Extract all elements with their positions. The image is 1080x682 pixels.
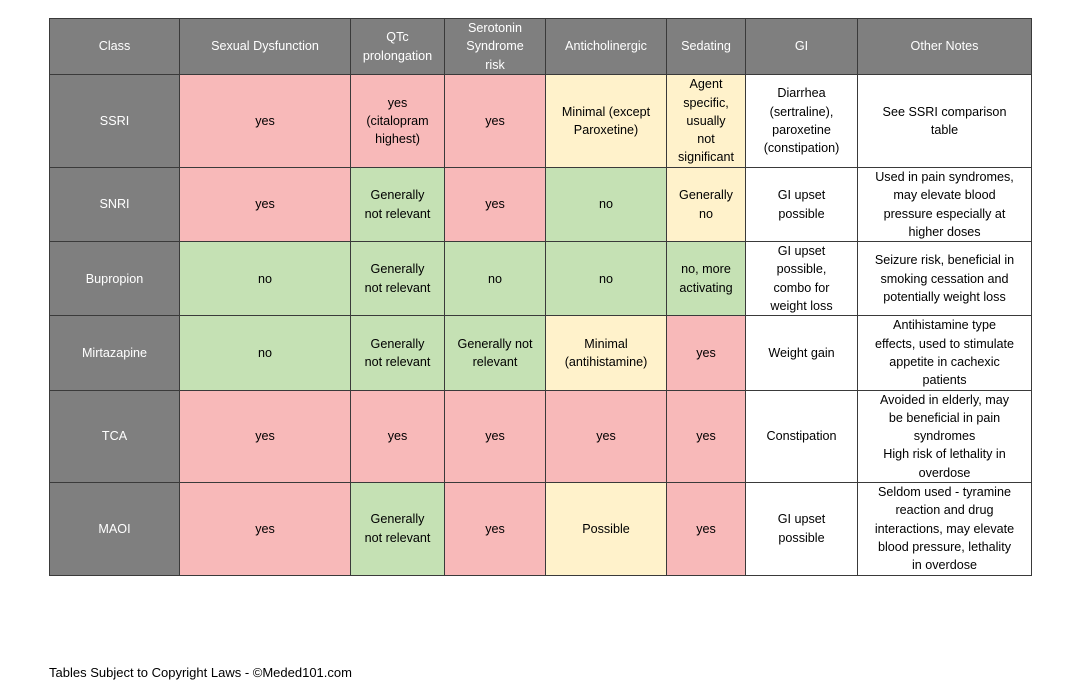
cell-anticholinergic: yes	[546, 390, 667, 482]
row-class-snri: SNRI	[50, 168, 180, 242]
header-other-notes: Other Notes	[858, 19, 1032, 75]
header-qtc-prolongation: QTc prolongation	[351, 19, 445, 75]
table-row-mirtazapine	[50, 316, 1032, 390]
cell-other-notes: Seizure risk, beneficial in smoking cessation and potentially weight loss	[858, 242, 1032, 316]
table-row-maoi	[50, 483, 1032, 575]
cell-sedating: yes	[667, 316, 746, 390]
cell-serotonin-syndrome: no	[445, 242, 546, 316]
row-class-bupropion: Bupropion	[50, 242, 180, 316]
cell-sedating: no, more activating	[667, 242, 746, 316]
cell-qtc-prolongation: yes (citalopram highest)	[351, 75, 445, 168]
cell-sedating: Generally no	[667, 168, 746, 242]
cell-gi: GI upset possible, combo for weight loss	[746, 242, 858, 316]
cell-other-notes: Seldom used - tyramine reaction and drug interactions, may elevate blood pressure, lethality in overdose	[858, 483, 1032, 575]
cell-gi: GI upset possible	[746, 483, 858, 575]
row-class-ssri: SSRI	[50, 75, 180, 168]
cell-gi: Constipation	[746, 390, 858, 482]
header-sexual-dysfunction: Sexual Dysfunction	[180, 19, 351, 75]
cell-anticholinergic: Possible	[546, 483, 667, 575]
cell-serotonin-syndrome: yes	[445, 75, 546, 168]
cell-sexual-dysfunction: yes	[180, 168, 351, 242]
cell-sexual-dysfunction: yes	[180, 483, 351, 575]
cell-gi: Diarrhea (sertraline), paroxetine (constipation)	[746, 75, 858, 168]
cell-anticholinergic: no	[546, 242, 667, 316]
cell-other-notes: Antihistamine type effects, used to stimulate appetite in cachexic patients	[858, 316, 1032, 390]
cell-qtc-prolongation: yes	[351, 390, 445, 482]
cell-qtc-prolongation: Generally not relevant	[351, 168, 445, 242]
cell-serotonin-syndrome: yes	[445, 168, 546, 242]
cell-other-notes: Avoided in elderly, may be beneficial in pain syndromes High risk of lethality in overdose	[858, 390, 1032, 482]
cell-other-notes: See SSRI comparison table	[858, 75, 1032, 168]
copyright-footer: Tables Subject to Copyright Laws - ©Meded101.com	[49, 665, 352, 680]
header-row	[50, 19, 1032, 75]
cell-sexual-dysfunction: yes	[180, 390, 351, 482]
cell-anticholinergic: Minimal (antihistamine)	[546, 316, 667, 390]
cell-qtc-prolongation: Generally not relevant	[351, 316, 445, 390]
cell-serotonin-syndrome: yes	[445, 390, 546, 482]
table-row-bupropion	[50, 242, 1032, 316]
header-class: Class	[50, 19, 180, 75]
table-row-snri	[50, 168, 1032, 242]
antidepressant-comparison-table	[49, 18, 1032, 576]
cell-serotonin-syndrome: yes	[445, 483, 546, 575]
cell-gi: Weight gain	[746, 316, 858, 390]
cell-sedating: yes	[667, 483, 746, 575]
cell-sexual-dysfunction: no	[180, 316, 351, 390]
cell-anticholinergic: Minimal (except Paroxetine)	[546, 75, 667, 168]
header-sedating: Sedating	[667, 19, 746, 75]
header-anticholinergic: Anticholinergic	[546, 19, 667, 75]
row-class-mirtazapine: Mirtazapine	[50, 316, 180, 390]
cell-serotonin-syndrome: Generally not relevant	[445, 316, 546, 390]
cell-sedating: yes	[667, 390, 746, 482]
table-row-tca	[50, 390, 1032, 482]
cell-sexual-dysfunction: no	[180, 242, 351, 316]
row-class-tca: TCA	[50, 390, 180, 482]
table-row-ssri	[50, 75, 1032, 168]
cell-sexual-dysfunction: yes	[180, 75, 351, 168]
row-class-maoi: MAOI	[50, 483, 180, 575]
cell-qtc-prolongation: Generally not relevant	[351, 483, 445, 575]
cell-gi: GI upset possible	[746, 168, 858, 242]
header-serotonin-syndrome-risk: Serotonin Syndrome risk	[445, 19, 546, 75]
header-gi: GI	[746, 19, 858, 75]
cell-other-notes: Used in pain syndromes, may elevate blood pressure especially at higher doses	[858, 168, 1032, 242]
cell-qtc-prolongation: Generally not relevant	[351, 242, 445, 316]
cell-sedating: Agent specific, usually not significant	[667, 75, 746, 168]
cell-anticholinergic: no	[546, 168, 667, 242]
